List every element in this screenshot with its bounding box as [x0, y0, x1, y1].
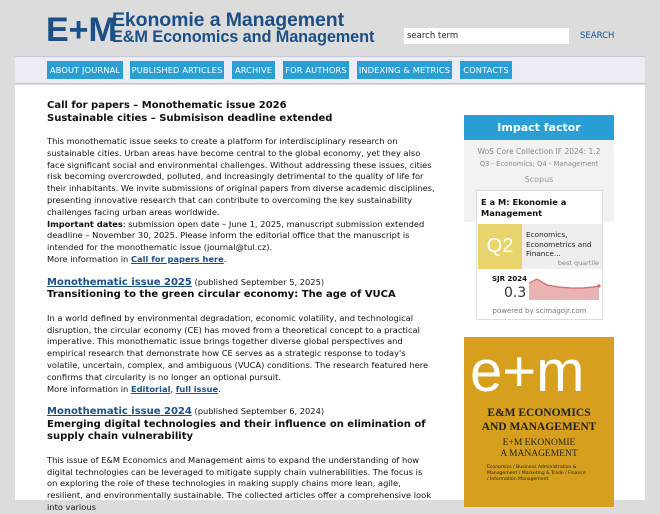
em-logo-mark	[46, 11, 117, 49]
quartile-badge: Q2	[478, 224, 522, 269]
cover-topics: Economics / Business Administration & Management / Marketing & Trade / Finance / Information Management	[487, 465, 586, 482]
journal-logo[interactable]	[46, 11, 376, 47]
wos-impact-factor: WoS Core Collection IF 2024: 1.2	[477, 147, 601, 156]
search-button[interactable]: SEARCH	[574, 28, 620, 44]
nav-about-journal[interactable]: ABOUT JOURNAL	[47, 61, 123, 79]
quartile-box	[478, 224, 602, 269]
editorial-link[interactable]: Editorial	[130, 383, 171, 394]
call-for-papers	[47, 100, 435, 266]
cfp-dates: Important dates: submission open date – June 1, 2025, manuscript submission extended deadline – November 30, 2025. Please inform the editorial office that the manuscript is intended for the monothematic issue (journal@tul.cz).	[47, 218, 425, 253]
impact-factor-header: Impact factor	[464, 115, 614, 140]
nav-published-articles[interactable]: PUBLISHED ARTICLES	[130, 61, 224, 79]
logo-title-english: E&M Economics and Management	[112, 28, 375, 46]
nav-contacts[interactable]: CONTACTS	[460, 61, 512, 79]
main-content-area	[15, 85, 645, 513]
issue-2024-link[interactable]: Monothematic issue 2024	[47, 406, 192, 418]
scimago-widget[interactable]	[476, 190, 603, 320]
issue-2024-body: This issue of E&M Economics and Management aims to expand the understanding of how digital technologies can be leveraged to mitigate supply chain vulnerabilities. The focus is on exploring the role of these technologies in making supply chains more lean, agile, resilient, and environmentally sustainable. The collected articles offer a comprehensive look into various	[47, 454, 432, 513]
search-input[interactable]	[404, 28, 569, 44]
issue-2025-body: In a world defined by environmental degradation, economic volatility, and technological disruption, the circular economy (CE) has moved from a theoretical concept to a practical imperative. This monothematic issue brings together diverse global perspectives and empirical research that demonstrate how CE serves as a strategic response to today's volatile, uncertain, complex, and ambiguous (VUCA) conditions. The research featured here confirms that circularity is no longer an optional pursuit.	[47, 312, 429, 382]
news-column	[47, 100, 435, 514]
scopus-label: Scopus	[524, 175, 554, 184]
main-navigation	[15, 56, 645, 84]
full-issue-link[interactable]: full issue	[175, 383, 219, 394]
cfp-subtitle: Sustainable cities – Submisison deadline extended	[47, 112, 333, 124]
cfp-body: This monothematic issue seeks to create a platform for interdisciplinary research on sustainable cities. Urban areas have become central to the global economy, yet they also face significant social and environmental challenges. Without addressing these issues, cities risk becoming overcrowded, polluted, and increasingly detrimental to the quality of life for their inhabitants. We invite submissions of original papers from diverse academic disciplines, presenting innovative research that can contribute to overcoming the key sustainability challenges facing urban areas worldwide.	[47, 136, 435, 217]
powered-by-scimago[interactable]: powered by scimagojr.com	[492, 307, 587, 315]
nav-for-authors[interactable]: FOR AUTHORS	[283, 61, 349, 79]
cfp-title: Call for papers – Monothematic issue 2026	[47, 100, 287, 111]
issue-2025-link[interactable]: Monothematic issue 2025	[47, 276, 192, 288]
journal-cover[interactable]	[464, 337, 614, 507]
sjr-value: 0.3	[504, 285, 527, 301]
nav-indexing-metrics[interactable]: INDEXING & METRICS	[357, 61, 452, 79]
issue-2025	[47, 277, 435, 396]
subject-area: Economics, Econometrics and Finance...	[526, 230, 592, 258]
best-quartile-label: best quartile	[557, 259, 599, 267]
wos-quartiles: Q3 - Economics; Q4 - Management	[479, 160, 599, 168]
cfp-link[interactable]: Call for papers here	[130, 253, 224, 264]
issue-2024-subtitle: Emerging digital technologies and their influence on elimination of supply chain vulnerability	[47, 418, 426, 443]
sidebar	[464, 115, 614, 482]
issue-2024-date: (published September 6, 2024)	[191, 406, 325, 417]
sjr-trend-chart	[529, 273, 601, 301]
svg-text:E+M: E+M	[46, 11, 117, 49]
issue-2025-date: (published September 5, 2025)	[191, 276, 325, 287]
svg-text:e+m: e+m	[470, 339, 585, 404]
cover-title: E&M ECONOMICS AND MANAGEMENT	[481, 407, 597, 433]
cover-em-logo	[470, 337, 610, 404]
site-header	[0, 0, 660, 56]
cover-subtitle: E+M EKONOMIE A MANAGEMENT	[500, 438, 578, 459]
nav-archive[interactable]: ARCHIVE	[232, 61, 275, 79]
widget-journal-title: E a M: Ekonomie a Management	[481, 197, 567, 218]
cfp-more: More information in Call for papers here.	[47, 253, 227, 264]
logo-title-czech: Ekonomie a Management	[112, 9, 344, 31]
sjr-label: SJR 2024	[492, 275, 527, 283]
issue-2025-subtitle: Transitioning to the green circular economy: The age of VUCA	[47, 289, 396, 301]
issue-2025-more: More information in Editorial, full issue.	[47, 383, 221, 394]
issue-2024	[47, 406, 435, 513]
